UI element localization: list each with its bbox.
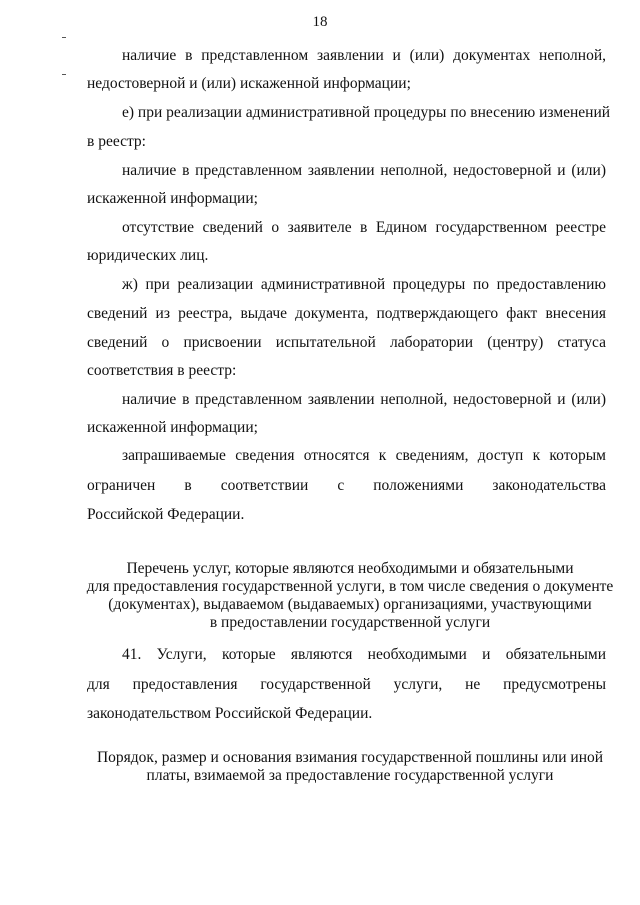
body-line: ж) при реализации административной процедуры по предоставлению <box>122 276 606 293</box>
body-line: искаженной информации; <box>87 190 258 207</box>
body-line: запрашиваемые сведения относятся к сведениям, доступ к которым <box>122 447 606 464</box>
paragraph-41-line: 41. Услуги, которые являются необходимыми и обязательными <box>122 646 606 663</box>
section-heading-line: для предоставления государственной услуги, в том числе сведения о документе <box>86 578 614 595</box>
paragraph-41-line: законодательством Российской Федерации. <box>87 705 373 722</box>
body-line: недостоверной и (или) искаженной информации; <box>87 75 411 92</box>
scan-mark <box>62 74 66 75</box>
section-heading-line: в предоставлении государственной услуги <box>209 614 491 631</box>
body-line: соответствия в реестр: <box>87 362 237 379</box>
body-line: наличие в представленном заявлении неполной, недостоверной и (или) <box>122 391 606 408</box>
body-line: сведений о присвоении испытательной лаборатории (центру) статуса <box>87 334 606 351</box>
page-number: 18 <box>312 14 328 30</box>
body-line: сведений из реестра, выдаче документа, подтверждающего факт внесения <box>87 305 606 322</box>
scan-mark <box>62 37 66 38</box>
body-line: Российской Федерации. <box>87 506 245 523</box>
body-line: ограничен в соответствии с положениями законодательства <box>87 477 606 494</box>
body-line: отсутствие сведений о заявителе в Едином государственном реестре <box>122 219 606 236</box>
section-heading-line: Порядок, размер и основания взимания государственной пошлины или иной <box>96 749 604 766</box>
body-line: наличие в представленном заявлении и (или) документах неполной, <box>122 47 606 64</box>
section-heading-line: (документах), выдаваемом (выдаваемых) организациями, участвующими <box>108 596 592 613</box>
body-line: юридических лиц. <box>87 247 209 264</box>
paragraph-41-line: для предоставления государственной услуги, не предусмотрены <box>87 676 606 693</box>
body-line: в реестр: <box>87 133 146 150</box>
body-line: искаженной информации; <box>87 419 258 436</box>
body-line: е) при реализации административной процедуры по внесению изменений <box>122 104 611 121</box>
section-heading-line: Перечень услуг, которые являются необходимыми и обязательными <box>126 560 574 577</box>
body-line: наличие в представленном заявлении неполной, недостоверной и (или) <box>122 162 606 179</box>
section-heading-line: платы, взимаемой за предоставление государственной услуги <box>146 767 554 784</box>
